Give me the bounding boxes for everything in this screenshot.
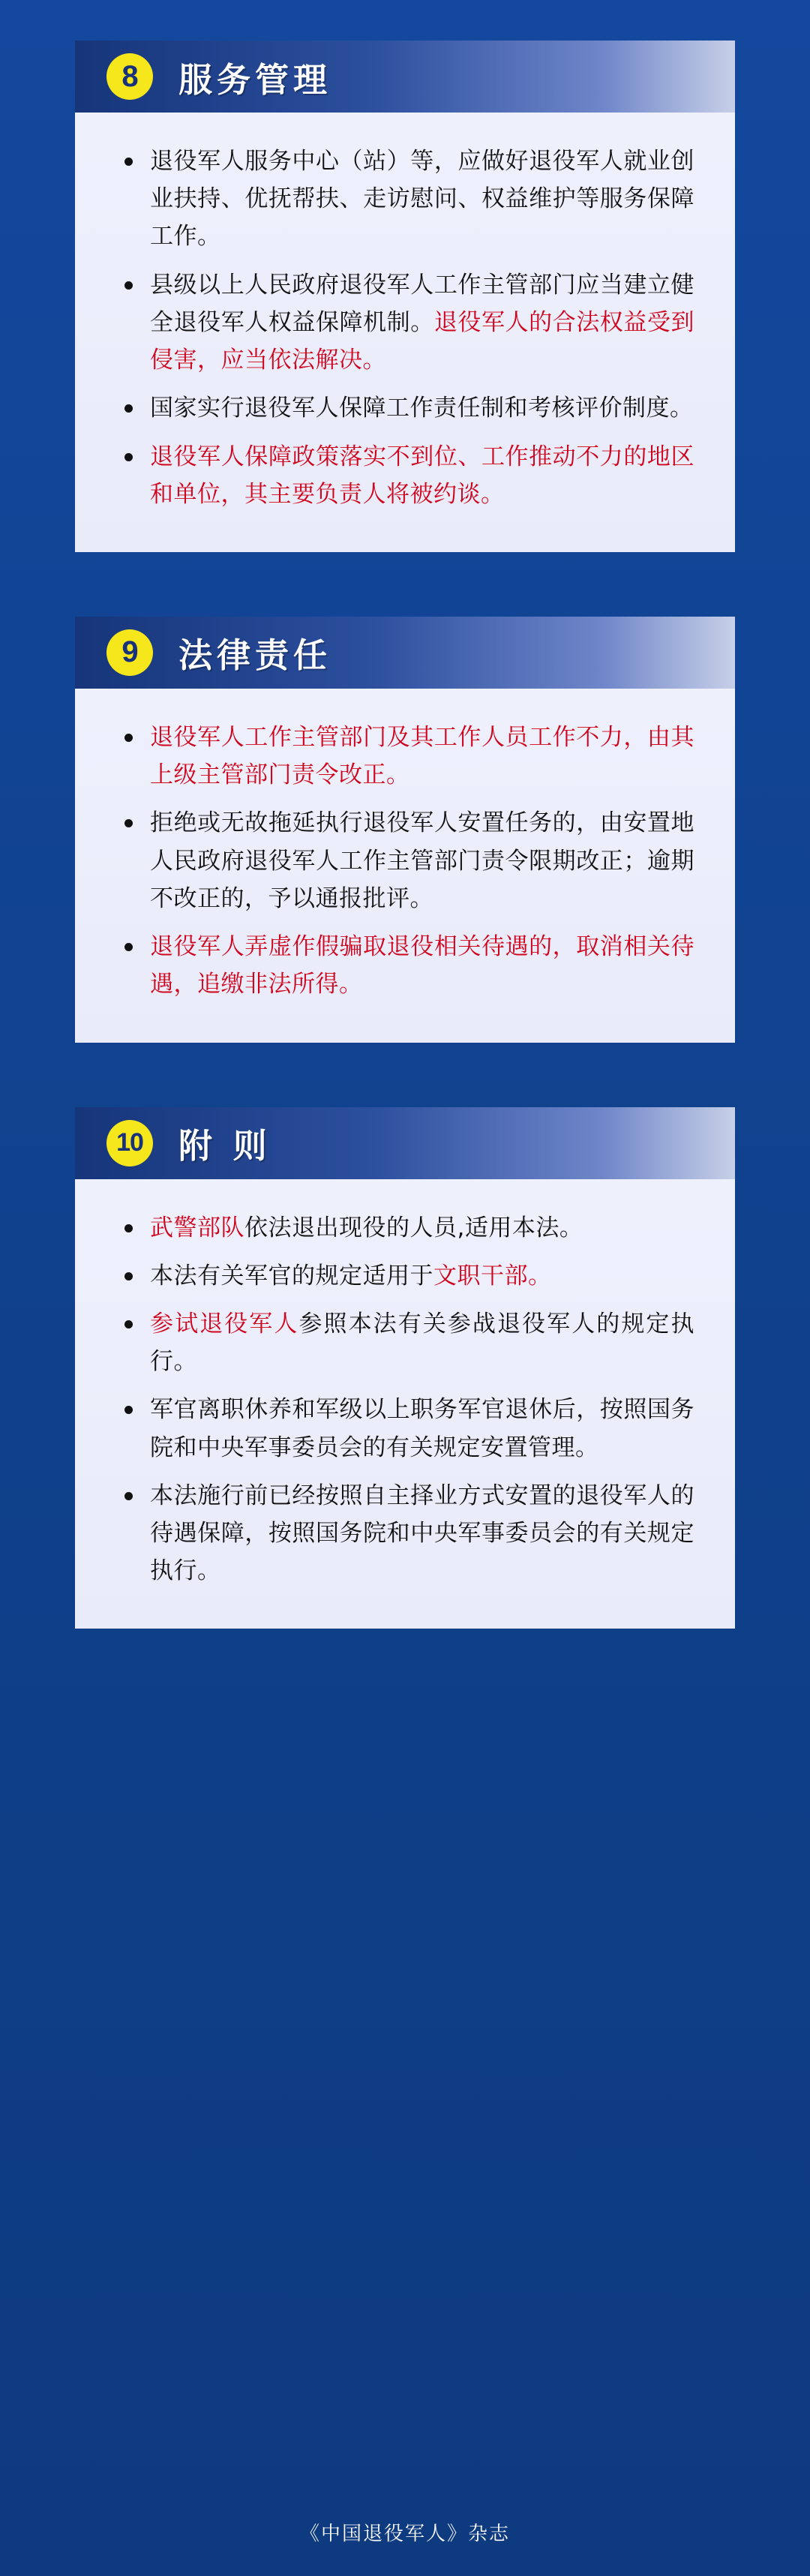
section-title: 服务管理: [178, 59, 332, 100]
list-item: [116, 1305, 694, 1380]
list-item: [116, 389, 694, 427]
list-item-text: 本法施行前已经按照自主择业方式安置的退役军人的待遇保障，按照国务院和中央军事委员会的有关规定执行。: [150, 1482, 694, 1585]
section-supplementary-provisions: [75, 1107, 735, 1629]
list-item: [116, 1477, 694, 1590]
list-item-text: 拒绝或无故拖延执行退役军人安置任务的，由安置地人民政府退役军人工作主管部门责令限期改正；逾期不改正的，予以通报批评。: [150, 809, 694, 912]
list-item-text: 国家实行退役军人保障工作责任制和考核评价制度。: [150, 395, 694, 422]
list-item-text-highlight: 参试退役军人: [150, 1310, 299, 1338]
list-item-text-highlight: 退役军人保障政策落实不到位、工作推动不力的地区和单位，其主要负责人将被约谈。: [150, 443, 694, 508]
list-item-text: 依法退出现役的人员,适用本法。: [244, 1214, 584, 1241]
list-item-text: 军官离职休养和军级以上职务军官退休后，按照国务院和中央军事委员会的有关规定安置管理。: [150, 1396, 694, 1461]
list-item-text: 参照本法有关参战退役军人的规定执行。: [150, 1310, 695, 1376]
section-item-list: [116, 143, 694, 513]
list-item: [116, 1257, 694, 1295]
list-item: [116, 143, 694, 256]
section-title: 法律责任: [178, 635, 332, 676]
section-body: [75, 689, 735, 1043]
section-header: [75, 1107, 735, 1179]
list-item-text-highlight: 退役军人弄虚作假骗取退役相关待遇的，取消相关待遇，追缴非法所得。: [150, 933, 694, 998]
list-item: [116, 719, 694, 794]
section-body: [75, 113, 735, 552]
list-item: [116, 928, 694, 1003]
section-number-badge: 9: [106, 629, 153, 676]
section-number-badge: 8: [106, 53, 153, 100]
list-item-text-highlight: 文职干部。: [434, 1262, 552, 1290]
section-legal-liability: [75, 617, 735, 1043]
section-body: [75, 1179, 735, 1629]
list-item-text-highlight: 退役军人的合法权益受到侵害，应当依法解决。: [150, 308, 695, 374]
section-service-management: [75, 41, 735, 552]
list-item: [116, 804, 694, 917]
section-title: 附 则: [178, 1126, 272, 1166]
list-item-text: 县级以上人民政府退役军人工作主管部门应当建立健全退役军人权益保障机制。: [150, 271, 694, 336]
section-number-badge: 10: [106, 1120, 153, 1166]
list-item: [116, 266, 694, 380]
footer-credit: 《中国退役军人》杂志: [299, 2523, 510, 2545]
list-item-text-highlight: 武警部队: [150, 1214, 244, 1241]
section-header: [75, 617, 735, 689]
section-item-list: [116, 1209, 694, 1590]
list-item-text: 退役军人服务中心（站）等，应做好退役军人就业创业扶持、优抚帮扶、走访慰问、权益维护等服务保障工作。: [150, 148, 694, 251]
list-item-text: 本法有关军官的规定适用于: [150, 1262, 434, 1290]
list-item: [116, 1391, 694, 1466]
list-item-text-highlight: 退役军人工作主管部门及其工作人员工作不力，由其上级主管部门责令改正。: [150, 723, 694, 789]
list-item: [116, 438, 694, 513]
section-header: [75, 41, 735, 113]
list-item: [116, 1209, 694, 1247]
section-item-list: [116, 719, 694, 1004]
